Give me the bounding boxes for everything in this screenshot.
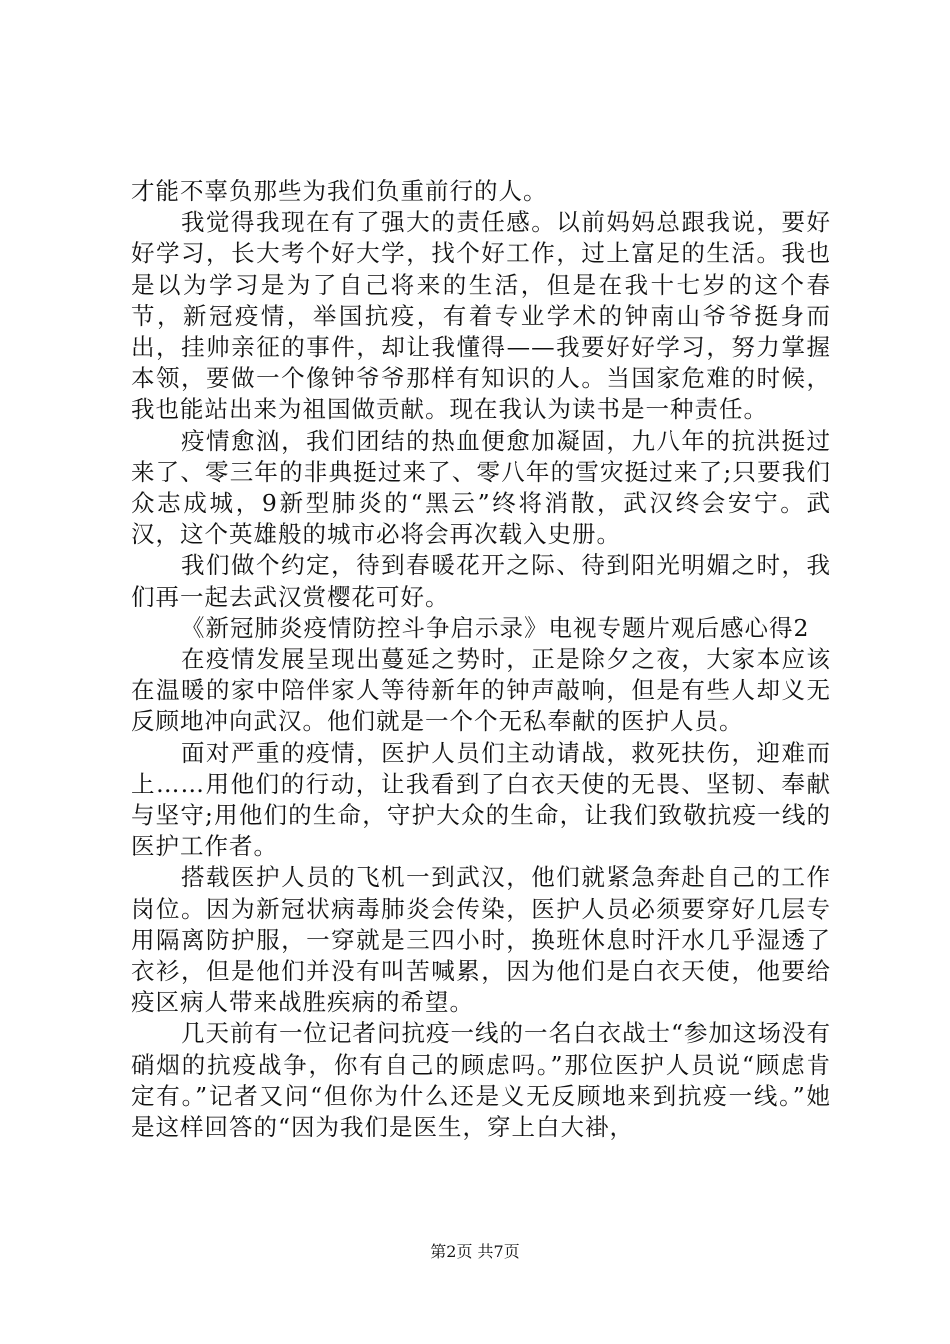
paragraph-new-year-eve: 在疫情发展呈现出蔓延之势时，正是除夕之夜，大家本应该在温暖的家中陪伴家人等待新年的钟声敲响，但是有些人却义无反顾地冲向武汉。他们就是一个个无私奉献的医护人员。 — [131, 645, 831, 736]
paragraph-medical-staff: 面对严重的疫情，医护人员们主动请战，救死扶伤，迎难而上……用他们的行动，让我看到了白衣天使的无畏、坚韧、奉献与坚守;用他们的生命，守护大众的生命，让我们致敬抗疫一线的医护工作者。 — [131, 738, 831, 861]
section-heading: 《新冠肺炎疫情防控斗争启示录》电视专题片观后感心得2 — [181, 613, 810, 642]
paragraph-continuation: 才能不辜负那些为我们负重前行的人。 — [131, 177, 548, 205]
paragraph-interview: 几天前有一位记者问抗疫一线的一名白衣战士“参加这场没有硝烟的抗疫战争，你有自己的顾虑吗。”那位医护人员说“顾虑肯定有。”记者又问“但你为什么还是义无反顾地来到抗疫一线。”她是这样回答的“因为我们是医生，穿上白大褂， — [131, 1019, 832, 1142]
paragraph-unity: 疫情愈汹，我们团结的热血便愈加凝固，九八年的抗洪挺过来了、零三年的非典挺过来了、零八年的雪灾挺过来了;只要我们众志成城，9新型肺炎的“黑云”终将消散，武汉终会安宁。武汉，这个英雄般的城市必将会再次载入史册。 — [131, 426, 831, 549]
page-footer: 第2页 共7页 — [430, 1242, 520, 1261]
paragraph-protective-gear: 搭载医护人员的飞机一到武汉，他们就紧急奔赴自己的工作岗位。因为新冠状病毒肺炎会传染，医护人员必须要穿好几层专用隔离防护服，一穿就是三四小时，换班休息时汗水几乎湿透了衣衫，但是他们并没有叫苦喊累，因为他们是白衣天使，他要给疫区病人带来战胜疾病的希望。 — [131, 863, 831, 1017]
paragraph-promise: 我们做个约定，待到春暖花开之际、待到阳光明媚之时，我们再一起去武汉赏樱花可好。 — [131, 551, 831, 611]
paragraph-responsibility: 我觉得我现在有了强大的责任感。以前妈妈总跟我说，要好好学习，长大考个好大学，找个好工作，过上富足的生活。我也是以为学习是为了自己将来的生活，但是在我十七岁的这个春节，新冠疫情，举国抗疫，有着专业学术的钟南山爷爷挺身而出，挂帅亲征的事件，却让我懂得——我要好好学习，努力掌握本领，要做一个像钟爷爷那样有知识的人。当国家危难的时候，我也能站出来为祖国做贡献。现在我认为读书是一种责任。 — [131, 208, 831, 424]
document-body — [131, 176, 831, 1143]
